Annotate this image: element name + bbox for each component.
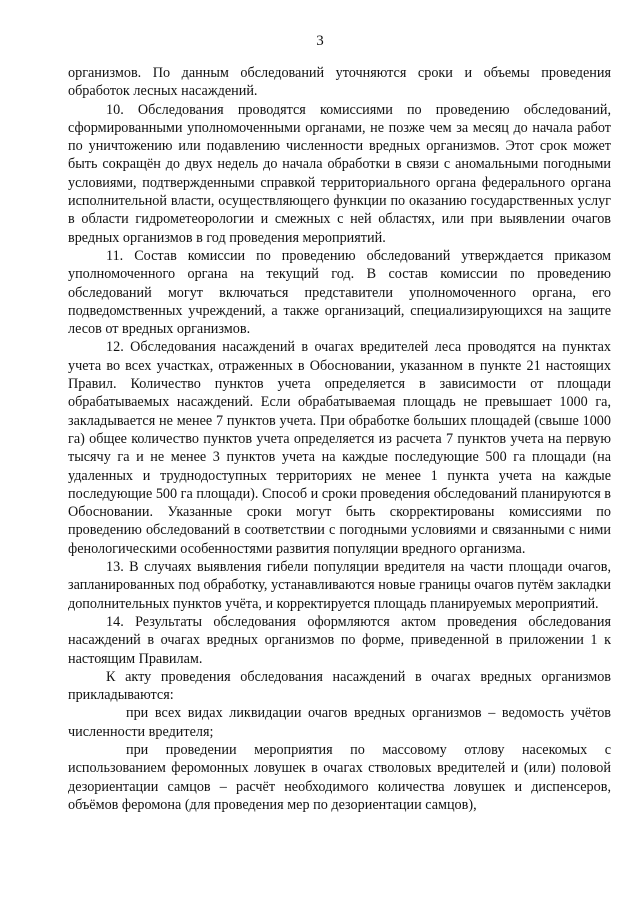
document-body [68, 64, 611, 814]
paragraph-11: 11. Состав комиссии по проведению обследований утверждается приказом уполномоченного органа на текущий год. В состав комиссии по проведению обследований могут включаться представители уполномоченного органа, его подведомственных учреждений, а также организаций, специализирующихся на защите лесов от вредных организмов. [68, 247, 611, 338]
paragraph-attachment-item-2: при проведении мероприятия по массовому отлову насекомых с использованием феромонных ловушек в очагах стволовых вредителей и (или) половой дезориентации самцов – расчёт необходимого количества ловушек и диспенсеров, объёмов феромона (для проведения мер по дезориентации самцов), [68, 741, 611, 813]
page-number: 3 [316, 33, 324, 49]
paragraph-13: 13. В случаях выявления гибели популяции вредителя на части площади очагов, запланированных под обработку, устанавливаются новые границы очагов путём закладки дополнительных пунктов учёта, и корректируется площадь планируемых мероприятий. [68, 559, 611, 612]
paragraph-attachment-item-1: при всех видах ликвидации очагов вредных организмов – ведомость учётов численности вредителя; [68, 705, 611, 740]
paragraph-14: 14. Результаты обследования оформляются актом проведения обследования насаждений в очагах вредных организмов по форме, приведенной в приложении 1 к настоящим Правилам. [68, 613, 611, 667]
paragraph-attachments-intro: К акту проведения обследования насаждений в очагах вредных организмов прикладываются: [68, 668, 611, 704]
paragraph-continuation: организмов. По данным обследований уточняются сроки и объемы проведения обработок лесных насаждений. [68, 65, 611, 100]
paragraph-10: 10. Обследования проводятся комиссиями по проведению обследований, сформированными уполномоченными органами, не позже чем за месяц до начала работ по уничтожению или подавлению численности вредных организмов. Этот срок может быть сокращён до двух недель до начала обработки в связи с аномальными погодными условиями, подтвержденными справкой территориального органа федерального органа исполнительной власти, осуществляющего функции по оказанию государственных услуг в области гидрометеорологии и смежных с ней областях, или при выявлении очагов вредных организмов в год проведения мероприятий. [68, 101, 611, 246]
paragraph-12: 12. Обследования насаждений в очагах вредителей леса проводятся на пунктах учета во всех участках, отраженных в Обосновании, указанном в пункте 21 настоящих Правил. Количество пунктов учета определяется в зависимости от площади обрабатываемых насаждений. Если обрабатываемая площадь не превышает 1000 га, закладывается не менее 7 пунктов учета. При обработке больших площадей (свыше 1000 га) общее количество пунктов учета определяется из расчета 7 пунктов учета на первую тысячу га и не менее 3 пунктов учета на каждые последующие 500 га площади (на удаленных и труднодоступных территориях не менее 1 пункта учета на каждые последующие 500 га площади). Способ и сроки проведения обследований планируются в Обосновании. Указанные сроки могут быть скорректированы комиссиями по проведению обследований в соответствии с погодными условиями и связанными с ними фенологическими особенностями развития популяции вредного организма. [68, 339, 611, 557]
